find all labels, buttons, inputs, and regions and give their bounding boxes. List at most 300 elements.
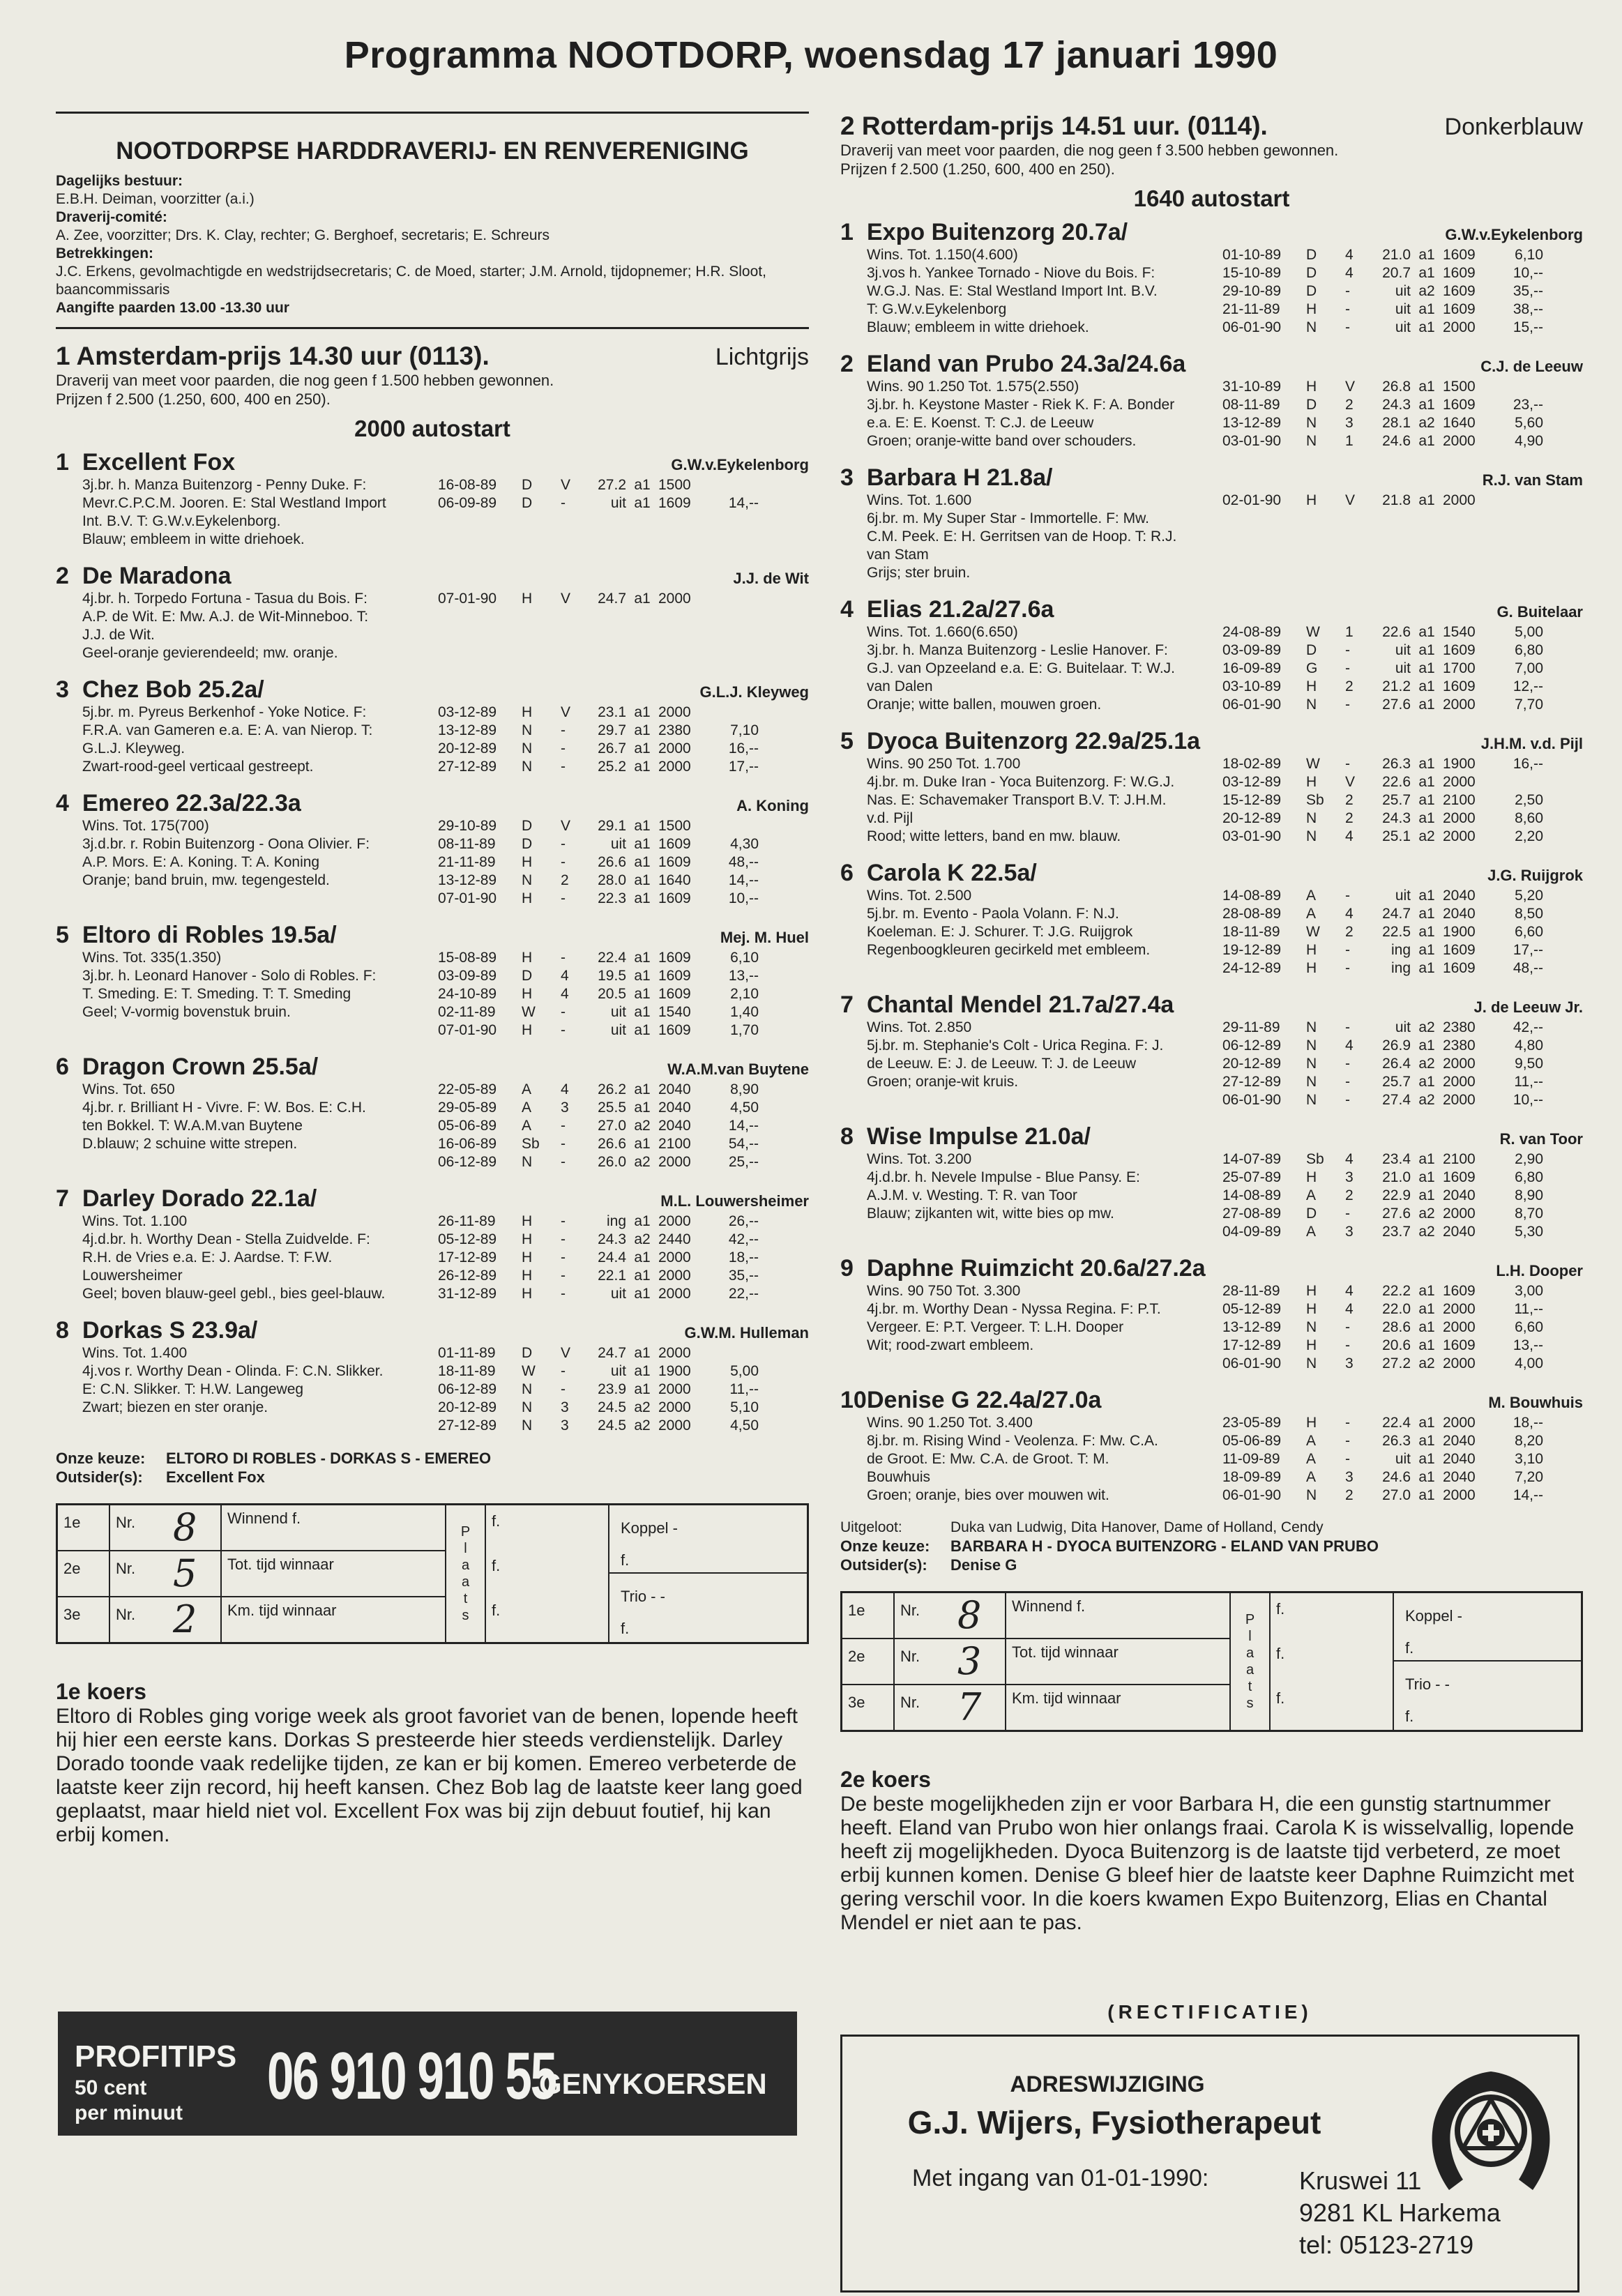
result-cell: 6,80: [1515, 1169, 1543, 1185]
result-cell: -: [561, 495, 566, 511]
result-cell: 1609: [658, 854, 691, 870]
description-line: A.P. de Wit. E: Mw. A.J. de Wit-Minneboo. T:: [82, 609, 369, 625]
description-line: 4j.vos r. Worthy Dean - Olinda. F: C.N. Slikker.: [82, 1363, 384, 1379]
result-cell: 26.6: [598, 854, 626, 870]
horse-results: [1222, 1019, 1583, 1109]
description-line: Wins. 90 1.250 Tot. 3.400: [867, 1415, 1033, 1431]
result-cell: 1900: [1443, 924, 1476, 940]
horse-description: [56, 476, 438, 549]
result-row: [1222, 809, 1583, 828]
result-cell: N: [1306, 1319, 1317, 1335]
result-cell: D: [1306, 642, 1317, 658]
result-cell: 2000: [1443, 1074, 1476, 1090]
horse-name: [840, 351, 1185, 378]
result-cell: a1: [634, 1136, 651, 1152]
koppel-cell: [1394, 1593, 1581, 1662]
horse-entry: [840, 1123, 1583, 1241]
plaats-amounts: [486, 1505, 609, 1642]
horse-name: [840, 219, 1128, 246]
result-cell: 2380: [658, 722, 691, 738]
result-cell: 06-12-89: [438, 1381, 497, 1397]
horse-body: [56, 949, 809, 1040]
org-line: Draverij-comité:: [56, 209, 167, 225]
description-line: Mevr.C.P.C.M. Jooren. E: Stal Westland Import: [82, 495, 386, 511]
result-cell: a1: [1418, 1319, 1435, 1335]
horse-results: [438, 704, 809, 776]
result-row: [1222, 1223, 1583, 1241]
result-cell: H: [1306, 1415, 1317, 1431]
result-cell: 2,10: [730, 986, 759, 1002]
amount-cell[interactable]: f.: [492, 1557, 501, 1574]
description-line: 4j.br. h. Torpedo Fortuna - Tasua du Bois. F:: [82, 591, 367, 607]
result-cell: 02-11-89: [438, 1004, 496, 1020]
result-cell: 2000: [1443, 433, 1476, 449]
result-cell: 4: [561, 1081, 569, 1097]
result-cell: 22.6: [1382, 624, 1411, 640]
number-cell[interactable]: [895, 1685, 1006, 1730]
org-line: J.C. Erkens, gevolmachtigde en wedstrijdsecretaris; C. de Moed, starter; J.M. Arnold, tijdopnemer; H.R. Sloot, baancommissaris: [56, 264, 766, 298]
plaats-letter: l: [1248, 1629, 1252, 1644]
result-cell: 2040: [1443, 1451, 1476, 1467]
horse-name-text: De Maradona: [82, 563, 232, 589]
result-cell: 24.3: [1382, 810, 1411, 826]
result-cell: a2: [1418, 1019, 1435, 1035]
result-cell: a1: [634, 1004, 651, 1020]
description-line: 4j.br. m. Duke Iran - Yoca Buitenzorg. F: W.G.J.: [867, 774, 1175, 790]
result-cell: -: [1345, 1415, 1350, 1431]
result-cell: 10,--: [728, 890, 759, 906]
result-row: [1222, 941, 1583, 959]
result-cell: D: [522, 818, 533, 834]
result-cell: V: [1345, 774, 1356, 790]
result-cell: -: [561, 1118, 566, 1134]
result-cell: 26.8: [1382, 379, 1411, 395]
choice-value: ELTORO DI ROBLES - DORKAS S - EMEREO: [166, 1450, 492, 1467]
amount-cell[interactable]: f.: [492, 1602, 501, 1619]
result-cell: a1: [634, 1363, 651, 1379]
description-line: Wins. Tot. 650: [82, 1081, 175, 1097]
choice-value: BARBARA H - DYOCA BUITENZORG - ELAND VAN PRUBO: [950, 1537, 1379, 1555]
result-cell: -: [1345, 1056, 1350, 1072]
result-cell: a1: [1418, 1337, 1435, 1353]
choice-label: Onze keuze:: [840, 1537, 930, 1555]
result-cell: Sb: [522, 1136, 540, 1152]
result-cell: 01-11-89: [438, 1345, 496, 1361]
result-row: [1222, 1037, 1583, 1055]
horse-body: [840, 755, 1583, 846]
koppel-cell: [609, 1505, 807, 1574]
description-line: W.G.J. Nas. E: Stal Westland Import Int. B.V.: [867, 283, 1158, 299]
result-cell: 4: [1345, 828, 1354, 844]
description-line: 5j.br. m. Stephanie's Colt - Urica Regina. F: J.: [867, 1037, 1164, 1054]
handwritten-number: 8: [957, 1593, 982, 1637]
horse-name-text: Chantal Mendel 21.7a/27.4a: [867, 991, 1174, 1018]
horse-entry: [56, 790, 809, 908]
our-choice: [840, 1537, 1583, 1574]
result-cell: 07-01-90: [438, 591, 497, 607]
right-column: [840, 112, 1583, 1935]
result-cell: 26.0: [598, 1154, 626, 1170]
result-cell: 1,40: [730, 1004, 759, 1020]
start-type: 1640 autostart: [1133, 185, 1290, 211]
koppel-amount[interactable]: f.: [621, 1551, 630, 1569]
result-cell: 2000: [1443, 1056, 1476, 1072]
result-cell: 2380: [1443, 1037, 1476, 1054]
result-cell: 16-08-89: [438, 477, 497, 493]
result-row: [1222, 905, 1583, 923]
result-row: [1222, 1468, 1583, 1487]
result-cell: 8,90: [1515, 1187, 1543, 1203]
result-cell: 24-08-89: [1222, 624, 1282, 640]
result-cell: 26.2: [598, 1081, 626, 1097]
koppel-amount[interactable]: f.: [1405, 1639, 1414, 1657]
result-cell: 2000: [1443, 1487, 1476, 1503]
result-cell: 2000: [1443, 319, 1476, 335]
result-cell: 2000: [1443, 1319, 1476, 1335]
result-cell: 13-12-89: [1222, 415, 1282, 431]
result-cell: A: [1306, 1224, 1317, 1240]
result-cell: 35,--: [1513, 283, 1543, 299]
result-cell: ing: [1390, 942, 1411, 958]
horse-trainer: G.W.v.Eykelenborg: [671, 456, 809, 473]
horse-number: 2: [56, 563, 69, 589]
result-label: Km. tijd winnaar: [1012, 1689, 1121, 1707]
plaats-label: [1231, 1593, 1271, 1730]
result-cell: 26.3: [1382, 756, 1411, 772]
result-cell: 22.4: [1382, 1415, 1411, 1431]
horse-name: [840, 860, 1037, 887]
result-row: [438, 1362, 809, 1381]
result-cell: A: [1306, 1451, 1317, 1467]
result-cell: 2000: [658, 1268, 691, 1284]
result-cell: -: [561, 1136, 566, 1152]
result-cell: 2000: [1443, 810, 1476, 826]
amount-cell[interactable]: f.: [1276, 1689, 1285, 1707]
horse-name-text: Dorkas S 23.9a/: [82, 1317, 258, 1344]
description-line: Bouwhuis: [867, 1469, 931, 1485]
horse-entry: [840, 991, 1583, 1109]
result-cell: 16-09-89: [1222, 660, 1282, 676]
horse-trainer: G. Buitelaar: [1496, 603, 1583, 621]
trio-label: Trio - -: [1405, 1675, 1450, 1693]
horse-number: 10: [840, 1387, 867, 1413]
result-cell: 22.3: [598, 890, 626, 906]
outsider-label: Outsider(s):: [840, 1556, 927, 1574]
result-cell: a1: [1418, 1151, 1435, 1167]
horse-results: [438, 949, 809, 1040]
description-line: 3j.br. h. Manza Buitenzorg - Leslie Hanover. F:: [867, 642, 1168, 658]
description-line: de Groot. E: Mw. C.A. de Groot. T: M.: [867, 1451, 1109, 1467]
horse-header: [56, 922, 809, 949]
result-cell: 2000: [658, 1286, 691, 1302]
trio-amount[interactable]: f.: [1405, 1708, 1414, 1725]
result-cell: 03-01-90: [1222, 828, 1282, 844]
description-line: Rood; witte letters, band en mw. blauw.: [867, 828, 1121, 844]
description-line: Wins. Tot. 3.200: [867, 1151, 972, 1167]
description-line: E: C.N. Slikker. T: H.W. Langeweg: [82, 1381, 304, 1397]
description-line: Wins. Tot. 1.100: [82, 1213, 188, 1229]
result-row: [438, 1249, 809, 1267]
horse-description: [56, 817, 438, 908]
result-cell: 18-02-89: [1222, 756, 1282, 772]
description-line: Geel; V-vormig bovenstuk bruin.: [82, 1004, 291, 1020]
result-cell: D: [1306, 1206, 1317, 1222]
result-cell: H: [522, 854, 533, 870]
horse-number: 1: [56, 449, 69, 476]
result-row: [1222, 791, 1583, 809]
choice-line: [56, 1449, 809, 1468]
position-label: 2e: [842, 1639, 895, 1684]
result-cell: a1: [1418, 810, 1435, 826]
result-cell: 2040: [1443, 906, 1476, 922]
result-cell: 28.0: [598, 872, 626, 888]
horse-name: [840, 991, 1174, 1019]
trio-label: Trio - -: [621, 1588, 665, 1605]
result-cell: a1: [1418, 792, 1435, 808]
horse-header: [840, 219, 1583, 246]
horse-trainer: J.G. Ruijgrok: [1487, 867, 1583, 884]
result-cell: 03-12-89: [438, 704, 497, 720]
result-row: [438, 1099, 809, 1117]
result-cell: a1: [634, 950, 651, 966]
amount-cell[interactable]: f.: [1276, 1645, 1285, 1662]
horse-number: 7: [56, 1185, 69, 1212]
result-cell: 13,--: [728, 968, 759, 984]
result-cell: N: [522, 1154, 533, 1170]
result-cell: a2: [634, 1231, 651, 1247]
result-cell: uit: [1395, 660, 1411, 676]
result-cell: 2040: [658, 1081, 691, 1097]
result-cell: N: [1306, 1355, 1317, 1371]
horse-trainer: R. van Toor: [1499, 1130, 1583, 1148]
result-cell: H: [1306, 1337, 1317, 1353]
result-cell: 2100: [1443, 1151, 1476, 1167]
result-cell: [704, 476, 759, 494]
horse-trainer: G.L.J. Kleyweg: [699, 683, 809, 701]
result-cell: H: [522, 1268, 533, 1284]
horse-name: [56, 676, 264, 704]
preview-title: 2e koers: [840, 1767, 931, 1792]
horse-entry: [840, 728, 1583, 846]
horse-entry: [840, 351, 1583, 450]
plaats-label: [446, 1505, 486, 1642]
result-cell: 13-12-89: [1222, 1319, 1282, 1335]
result-cell: 1: [1345, 624, 1354, 640]
horse-header: [840, 351, 1583, 378]
result-cell: V: [561, 704, 571, 720]
result-cell: 06-01-90: [1222, 1355, 1282, 1371]
description-line: Geel-oranje gevierendeeld; mw. oranje.: [82, 645, 338, 661]
result-cell: a1: [1418, 1451, 1435, 1467]
result-cell: a2: [1418, 1206, 1435, 1222]
result-cell: 1,70: [730, 1022, 759, 1038]
result-row: [438, 1381, 809, 1399]
result-cell: a1: [634, 759, 651, 775]
physiotherapy-logo-icon: [1421, 2058, 1561, 2204]
result-row: [1222, 1055, 1583, 1073]
number-label: Nr.: [900, 1602, 920, 1619]
description-line: 3j.vos h. Yankee Tornado - Niove du Bois. F:: [867, 265, 1155, 281]
result-cell: 3: [1345, 1469, 1354, 1485]
plaats-letter: s: [1246, 1696, 1254, 1711]
result-cell: 08-11-89: [438, 836, 496, 852]
result-cell: 2000: [1443, 1206, 1476, 1222]
result-cell: -: [561, 1268, 566, 1284]
description-line: Oranje; witte ballen, mouwen groen.: [867, 697, 1102, 713]
result-cell: N: [1306, 1037, 1317, 1054]
result-row: [1222, 432, 1583, 450]
description-line: 3j.d.br. r. Robin Buitenzorg - Oona Olivier. F:: [82, 836, 370, 852]
horse-entry: [56, 1054, 809, 1171]
result-cell: 6,60: [1515, 924, 1543, 940]
result-cell: a1: [1418, 642, 1435, 658]
description-line: e.a. E: E. Koenst. T: C.J. de Leeuw: [867, 415, 1094, 431]
description-line: Wins. Tot. 1.150(4.600): [867, 247, 1018, 263]
horse-number: 1: [840, 219, 854, 245]
result-cell: 24-10-89: [438, 986, 497, 1002]
number-cell[interactable]: [895, 1593, 1006, 1638]
result-row: [438, 1003, 809, 1021]
horse-trainer: J.J. de Wit: [733, 570, 809, 587]
description-line: R.H. de Vries e.a. E: J. Aardse. T: F.W.: [82, 1249, 333, 1265]
result-cell: N: [1306, 697, 1317, 713]
uitgeloot-value: Duka van Ludwig, Dita Hanover, Dame of Holland, Cendy: [950, 1519, 1324, 1535]
plaats-letter: l: [464, 1541, 467, 1556]
result-cell: 06-01-90: [1222, 319, 1282, 335]
result-cell: 4,30: [730, 836, 759, 852]
result-cell: a1: [634, 1249, 651, 1265]
horse-name: [56, 1054, 318, 1081]
number-cell[interactable]: [110, 1597, 222, 1642]
description-line: Int. B.V. T: G.W.v.Eykelenborg.: [82, 513, 281, 529]
result-cell: D: [1306, 247, 1317, 263]
result-cell: 24.3: [1382, 397, 1411, 413]
horse-number: 9: [840, 1255, 854, 1282]
result-cell: 27.2: [598, 477, 626, 493]
result-cell: a1: [1418, 433, 1435, 449]
org-line: Betrekkingen:: [56, 245, 154, 261]
horse-description: [840, 492, 1222, 582]
result-row: [1222, 1187, 1583, 1205]
trio-cell: [1394, 1662, 1581, 1730]
result-cell: -: [1345, 888, 1350, 904]
result-cell: N: [1306, 810, 1317, 826]
result-cell: H: [522, 950, 533, 966]
result-cell: 17-12-89: [1222, 1337, 1282, 1353]
result-cell: 23.7: [1382, 1224, 1411, 1240]
result-row: [1222, 755, 1583, 773]
result-cell: 22.0: [1382, 1301, 1411, 1317]
result-cell: 21.0: [1382, 1169, 1411, 1185]
horse-description: [56, 1212, 438, 1303]
koppel-trio: [609, 1505, 807, 1642]
result-cell: W: [1306, 624, 1320, 640]
horse-number: 7: [840, 991, 854, 1018]
horse-name-text: Dyoca Buitenzorg 22.9a/25.1a: [867, 728, 1201, 754]
result-cell: 2000: [1443, 1355, 1476, 1371]
result-cell: N: [1306, 433, 1317, 449]
result-cell: a1: [1418, 942, 1435, 958]
result-cell: 1609: [658, 950, 691, 966]
description-line: van Dalen: [867, 678, 933, 694]
result-cell: D: [522, 495, 533, 511]
horse-number: 4: [840, 596, 854, 623]
result-row: [1222, 246, 1583, 264]
description-line: T: G.W.v.Eykelenborg: [867, 301, 1007, 317]
result-cell: H: [1306, 1169, 1317, 1185]
result-cell: A: [1306, 888, 1317, 904]
horse-results: [438, 1344, 809, 1435]
result-cell: [704, 590, 759, 608]
number-cell[interactable]: [895, 1639, 1006, 1684]
result-cell: A: [1306, 1433, 1317, 1449]
result-row: [1222, 660, 1583, 678]
number-label: Nr.: [116, 1560, 136, 1577]
description-line: v.d. Pijl: [867, 810, 914, 826]
result-cell: a2: [1418, 1092, 1435, 1108]
race-conditions: Draverij van meet voor paarden, die nog geen f 1.500 hebben gewonnen.: [56, 372, 554, 389]
outsider-value: Denise G: [950, 1556, 1017, 1574]
result-table: [56, 1503, 809, 1644]
horse-name: [56, 1185, 317, 1212]
number-cell[interactable]: [110, 1551, 222, 1596]
number-cell[interactable]: [110, 1505, 222, 1550]
result-label: Tot. tijd winnaar: [227, 1556, 334, 1573]
result-cell: 10,--: [1513, 1092, 1543, 1108]
horse-entry: [56, 676, 809, 776]
plaats-letter: P: [460, 1524, 471, 1539]
result-cell: uit: [1395, 1019, 1411, 1035]
result-cell: -: [1345, 1074, 1350, 1090]
result-cell: 15-08-89: [438, 950, 497, 966]
description-line: Wins. Tot. 1.660(6.650): [867, 624, 1018, 640]
result-cell: -: [1345, 1019, 1350, 1035]
outsider-line: [56, 1468, 809, 1487]
horse-name-text: Daphne Ruimzicht 20.6a/27.2a: [867, 1255, 1206, 1282]
trio-amount[interactable]: f.: [621, 1620, 630, 1637]
result-cell: 25,--: [728, 1154, 759, 1170]
result-cell: a1: [634, 1286, 651, 1302]
horse-description: [840, 623, 1222, 714]
result-cell: 05-06-89: [1222, 1433, 1282, 1449]
horse-results: [1222, 246, 1583, 337]
description-line: 4j.br. m. Worthy Dean - Nyssa Regina. F: P.T.: [867, 1301, 1161, 1317]
result-cell: a1: [1418, 1433, 1435, 1449]
result-cell: 13-12-89: [438, 872, 497, 888]
horse-name-text: Barbara H 21.8a/: [867, 464, 1053, 491]
race-color: Lichtgrijs: [715, 344, 809, 370]
result-cell: 2000: [658, 1345, 691, 1361]
description-line: Oranje; band bruin, mw. tegengesteld.: [82, 872, 330, 888]
amount-cell[interactable]: f.: [492, 1512, 501, 1530]
result-row: [1222, 1450, 1583, 1468]
horse-header: [840, 728, 1583, 755]
result-cell: V: [561, 477, 571, 493]
result-row: [438, 1417, 809, 1435]
result-cell: 28-11-89: [1222, 1283, 1280, 1299]
result-cell: 42,--: [728, 1231, 759, 1247]
result-cell: 15,--: [1513, 319, 1543, 335]
result-cell: 2: [1345, 792, 1354, 808]
result-cell: a1: [634, 1268, 651, 1284]
amount-cell[interactable]: f.: [1276, 1600, 1285, 1618]
result-cell: -: [561, 1286, 566, 1302]
result-cell: 2000: [658, 1381, 691, 1397]
result-cell: 5,10: [730, 1399, 759, 1415]
result-cell: 4: [561, 968, 569, 984]
description-line: Wins. 90 1.250 Tot. 1.575(2.550): [867, 379, 1079, 395]
result-cell: 5,00: [730, 1363, 759, 1379]
